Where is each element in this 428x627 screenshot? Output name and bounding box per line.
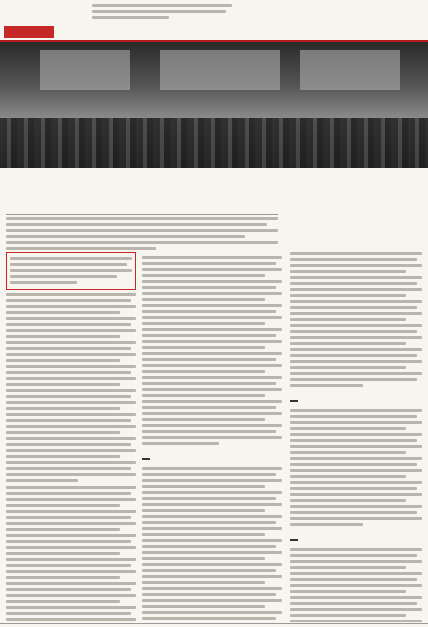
lead-illegible [6,217,278,250]
col-a-sub1 [6,252,136,290]
footer-rule [0,623,428,624]
col-c-sub2-title [290,539,298,541]
lead-paragraph [6,214,278,251]
col-b-box-title [142,458,150,460]
column-a [6,252,136,622]
photo-screen [40,50,130,90]
col-b-body1-illegible [142,256,282,445]
headline-line2 [20,176,230,210]
column-b [142,252,282,622]
col-c-sub1-title [290,400,298,402]
col-c-body1-illegible [290,252,422,387]
col-a-sub1-illegible [10,257,132,284]
masthead-right [302,4,422,36]
masthead-meta [92,4,232,26]
section-label-badge [4,26,54,38]
col-a-body1-illegible [6,293,136,482]
photo-screen [160,50,280,90]
masthead-left [4,3,90,25]
photo-screen [300,50,400,90]
headline-block [0,150,428,212]
column-c [290,252,422,622]
col-c-body3-illegible [290,548,422,622]
col-b-body2-illegible [142,467,282,622]
headline-right-title [256,178,422,204]
masthead [0,0,428,42]
col-c-body2-illegible [290,409,422,526]
headline-line1 [22,150,202,176]
col-a-body2-illegible [6,486,136,622]
masthead-meta-illegible [92,4,232,19]
